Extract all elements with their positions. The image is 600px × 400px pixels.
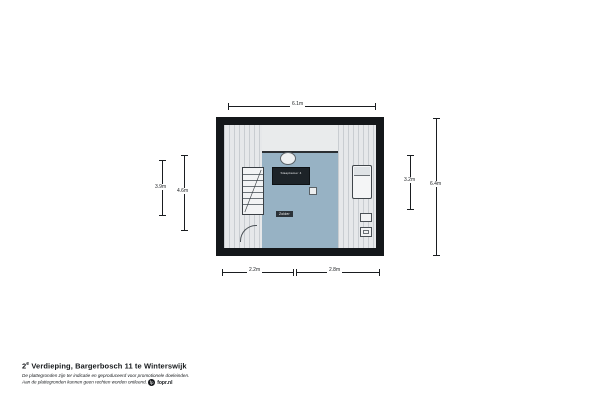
fixture-lower	[360, 227, 372, 237]
floorplan-interior	[224, 125, 376, 248]
plan-title-text: Verdieping, Bargerbosch 11 te Winterswijk	[31, 361, 187, 371]
dimension-left-outer-label: 4.6m	[177, 188, 189, 194]
dimension-bottom-left	[222, 266, 294, 278]
furniture-block	[272, 167, 310, 185]
chair	[309, 187, 317, 195]
dimension-top-total-label: 6.1m	[292, 101, 304, 107]
dimension-right-outer-label: 6.4m	[430, 181, 442, 187]
dimension-left-outer	[178, 155, 190, 231]
bed	[352, 165, 372, 199]
disclaimer-line-2: Aan de plattegronden kunnen geen rechten worden ontleend.	[22, 379, 147, 385]
round-table	[280, 152, 296, 165]
fixture-upper	[360, 213, 372, 222]
stair-direction-icon	[243, 168, 263, 214]
brand-mark-icon: fp	[149, 379, 154, 385]
disclaimer-line-2-wrap	[22, 379, 582, 386]
dimension-bottom-left-label: 2.2m	[249, 267, 261, 273]
plan-title-sup: e	[26, 361, 30, 367]
dimension-bottom-right-label: 2.8m	[329, 267, 341, 273]
plan-title	[22, 361, 582, 371]
dimension-left-inner-label: 3.9m	[155, 184, 167, 190]
dimension-right-outer	[430, 118, 442, 256]
room-label-zolder: Zolder	[276, 211, 293, 217]
dimension-top-total	[228, 100, 376, 112]
dimension-right-inner-label: 3.2m	[404, 177, 416, 183]
brand-logo	[148, 379, 172, 386]
dimension-right-inner	[404, 155, 416, 210]
brand-name: fopr.nl	[157, 379, 173, 386]
plan-title-prefix: 2	[22, 361, 27, 371]
dimension-left-inner	[156, 160, 168, 216]
floorplan-outline	[216, 117, 384, 256]
footer	[22, 361, 582, 386]
disclaimer-line-1: De plattegronden zijn ter indicatie en geproduceerd voor promotionele doeleinden.	[22, 373, 190, 378]
dimension-bottom-right	[296, 266, 380, 278]
staircase	[242, 167, 264, 215]
room-upper-strip	[262, 125, 338, 153]
furniture-label: Slaapkamer 4	[280, 171, 302, 175]
